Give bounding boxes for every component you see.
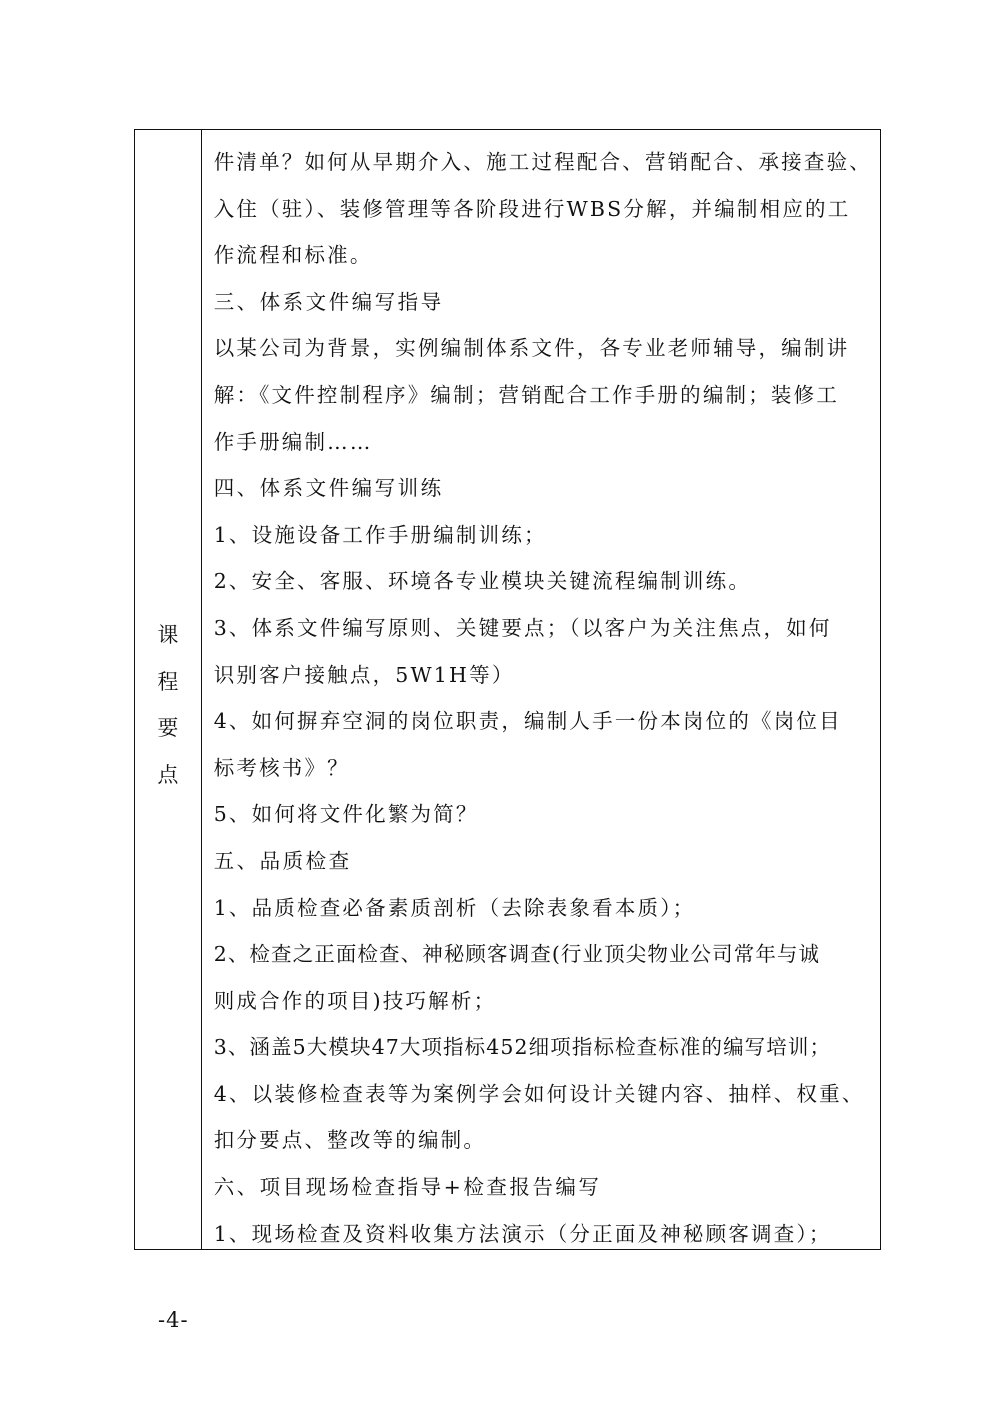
content-line: 3、涵盖5大模块47大项指标452细项指标检查标准的编写培训；	[213, 1035, 832, 1060]
content-line: 作手册编制……	[213, 429, 373, 454]
content-line: 1、设施设备工作手册编制训练；	[213, 522, 547, 547]
label-char: 课	[157, 623, 179, 647]
course-points-label	[135, 612, 201, 798]
section-heading: 三、体系文件编写指导	[213, 289, 444, 314]
content-line: 解：《文件控制程序》编制；营销配合工作手册的编制；装修工	[213, 382, 840, 407]
content-line: 2、检查之正面检查、神秘顾客调查(行业顶尖物业公司常年与诚	[213, 942, 821, 967]
section-heading: 五、品质检查	[213, 848, 352, 873]
section-heading: 四、体系文件编写训练	[213, 476, 444, 501]
content-line: 3、体系文件编写原则、关键要点；（以客户为关注焦点，如何	[213, 615, 832, 640]
content-line: 以某公司为背景，实例编制体系文件，各专业老师辅导，编制讲	[213, 336, 850, 361]
content-line: 4、如何摒弃空洞的岗位职责，编制人手一份本岗位的《岗位目	[213, 709, 842, 734]
course-table	[134, 129, 881, 1250]
content-line: 识别客户接触点，5W1H等）	[213, 662, 515, 687]
page-number: -4-	[158, 1308, 189, 1332]
label-char: 要	[157, 716, 179, 740]
content-line: 4、以装修检查表等为案例学会如何设计关键内容、抽样、权重、	[213, 1081, 865, 1106]
content-line: 作流程和标准。	[213, 243, 373, 268]
content-line: 标考核书》？	[213, 755, 350, 780]
label-column	[135, 130, 202, 1249]
section-heading: 六、项目现场检查指导+检查报告编写	[213, 1175, 602, 1200]
content-line: 扣分要点、整改等的编制。	[213, 1128, 487, 1153]
content-line: 入住（驻）、装修管理等各阶段进行WBS分解，并编制相应的工	[213, 196, 851, 221]
content-column	[202, 130, 880, 1249]
label-char: 点	[157, 762, 179, 787]
content-line: 1、现场检查及资料收集方法演示（分正面及神秘顾客调查）；	[213, 1221, 832, 1246]
content-line: 件清单？如何从早期介入、施工过程配合、营销配合、承接查验、	[213, 150, 872, 174]
label-char: 程	[157, 669, 179, 694]
content-line: 5、如何将文件化繁为简？	[213, 802, 479, 827]
content-line: 则成合作的项目)技巧解析；	[213, 988, 497, 1013]
content-line: 1、品质检查必备素质剖析（去除表象看本质）；	[213, 895, 696, 920]
content-line: 2、安全、客服、环境各专业模块关键流程编制训练。	[213, 569, 752, 594]
